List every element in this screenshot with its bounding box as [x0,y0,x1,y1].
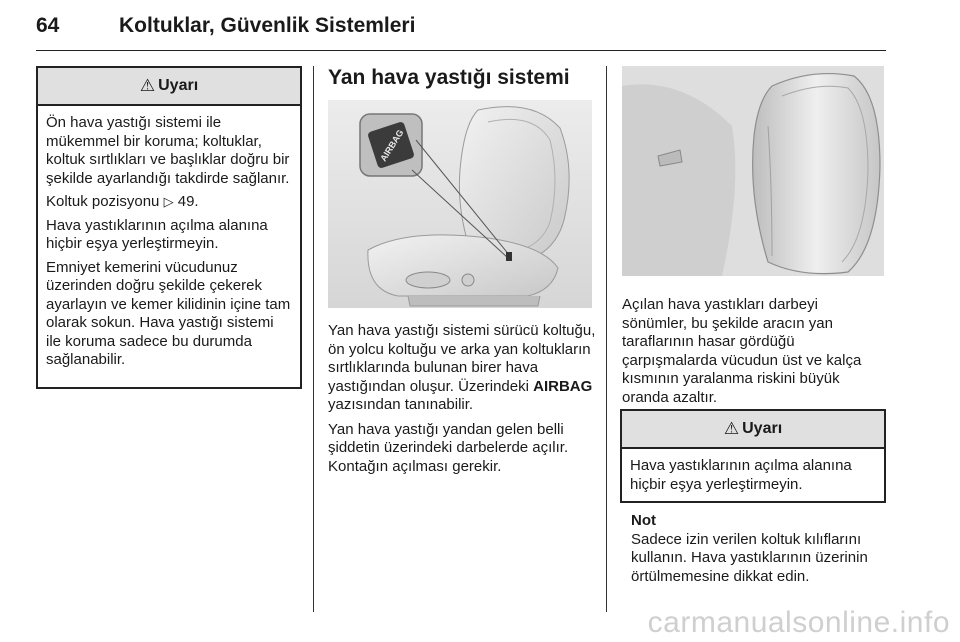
deployed-side-airbag-illustration [622,66,884,276]
warning-title: Uyarı [158,77,199,94]
watermark: carmanualsonline.info [647,606,950,639]
warning-triangle-icon: ⚠ [723,419,740,438]
section-title: Yan hava yastığı sistemi [328,66,570,89]
warning-header [38,68,300,106]
seat-position-ref [46,193,292,212]
middle-text [328,322,598,482]
right-text: Açılan hava yastıkları darbeyi sönümler, bu şekilde aracın yan taraflarının hasar gördüğü çarpışmalarda vücudun üst ve kalça kısmının yaralanma riskini büyük oranda azaltır. [622,296,862,406]
chapter-title: Koltuklar, Güvenlik Sistemleri [119,14,416,37]
warning-body [38,106,300,381]
airbag-deploy-text: Yan hava yastığı yandan gelen belli şiddetin üzerindeki darbelerde açılır. Kontağın açılması gerekir. [328,420,569,475]
page-header [36,14,886,51]
note-text: Sadece izin verilen koltuk kılıflarını kullanın. Hava yastıklarının üzerinin örtülmemesine dikkat edin. [631,530,868,585]
warning-paragraph: Emniyet kemerini vücudunuz üzerinden doğru şekilde çekerek ayarlayın ve kemer kilidinin içine tam olarak sokun. Hava yastığı sistemi ile koruma sadece bu durumda sağlanabilir. [46,258,291,368]
warning-box-right [620,409,886,503]
page-ref: 49. [177,193,199,210]
airbag-description-end: yazısından tanınabilir. [328,396,474,413]
seat-position-label: Koltuk pozisyonu [46,193,160,210]
warning-box-left [36,66,302,389]
page-ref-arrow-icon: ▷ [163,194,174,209]
warning-body: Hava yastıklarının açılma alanına hiçbir eşya yerleştirmeyin. [630,457,852,493]
warning-triangle-icon: ⚠ [139,76,156,95]
airbag-description [328,322,598,415]
note-block [631,512,887,586]
warning-header [622,411,884,449]
note-title: Not [631,512,656,529]
seat-airbag-illustration [328,100,592,308]
warning-paragraph: Ön hava yastığı sistemi ile mükemmel bir koruma; koltuklar, koltuk sırtlıkları ve başlıklar doğru bir şekilde ayarlandığı takdirde sağlanır. [46,114,290,187]
page-number: 64 [36,14,60,37]
column-divider-left [313,66,314,612]
warning-paragraph: Hava yastıklarının açılma alanına hiçbir eşya yerleştirmeyin. [46,216,268,252]
airbag-description-text: Yan hava yastığı sistemi sürücü koltuğu, ön yolcu koltuğu ve arka yan koltukların sırtlıklarında bulunan birer hava yastığından oluşur. Üzerindeki [328,322,596,395]
airbag-label-bold: AIRBAG [533,377,593,395]
airbag-badge-label: AIRBAG [378,127,406,164]
warning-title: Uyarı [742,420,783,437]
column-divider-right [606,66,607,612]
